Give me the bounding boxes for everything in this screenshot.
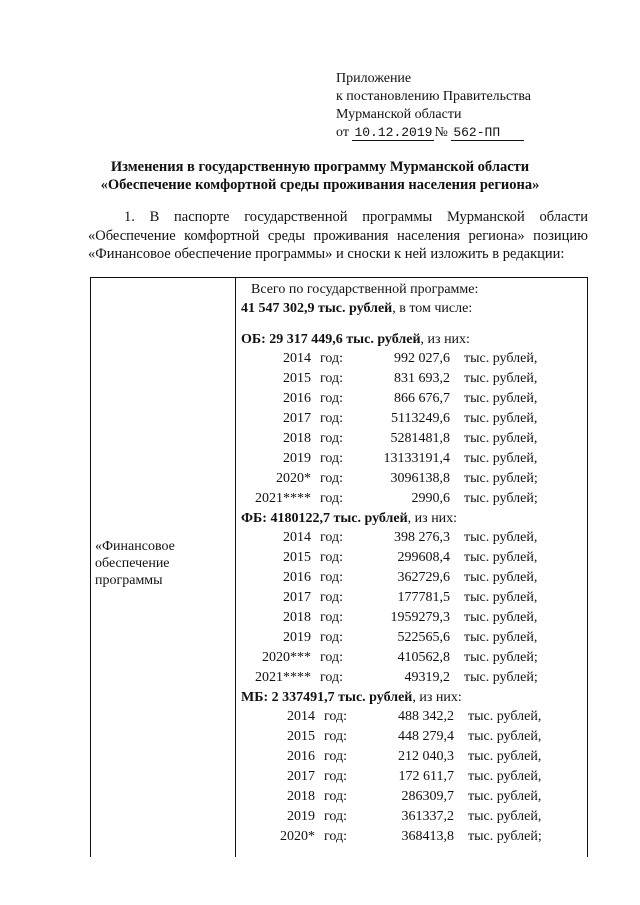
year-cell: 2019 (283, 451, 311, 466)
ob-label: ОБ: 29 317 449,6 тыс. рублей (241, 332, 421, 347)
ob-suffix: , из них: (420, 332, 470, 347)
annex-from-label: от (336, 125, 349, 140)
year-word: год: (320, 610, 344, 625)
unit-cell: тыс. рублей, (464, 550, 538, 565)
ob-year-row (241, 369, 586, 389)
year-word: год: (324, 789, 348, 804)
ob-rows (241, 349, 586, 509)
mb-rows (241, 707, 586, 847)
year-cell: 2014 (283, 351, 311, 366)
year-word: год: (324, 809, 348, 824)
ob-year-row (241, 489, 586, 509)
annex-title: Приложение (336, 71, 412, 86)
year-cell: 2016 (283, 391, 311, 406)
year-cell: 2014 (287, 709, 315, 724)
ob-year-row (241, 469, 586, 489)
year-word: год: (320, 391, 344, 406)
year-cell: 2021**** (255, 670, 311, 685)
year-cell: 2015 (283, 371, 311, 386)
unit-cell: тыс. рублей, (464, 351, 538, 366)
annex-region: Мурманской области (336, 107, 462, 122)
unit-cell: тыс. рублей; (464, 471, 538, 486)
mb-year-row (241, 807, 586, 827)
mb-year-row (241, 787, 586, 807)
amount-cell: 362729,6 (397, 570, 450, 585)
mb-year-row (241, 727, 586, 747)
fb-year-row (241, 588, 586, 608)
amount-cell: 286309,7 (401, 789, 454, 804)
year-word: год: (320, 411, 344, 426)
document-heading (60, 158, 580, 194)
unit-cell: тыс. рублей, (464, 630, 538, 645)
year-word: год: (320, 530, 344, 545)
amount-cell: 5113249,6 (391, 411, 450, 426)
unit-cell: тыс. рублей; (464, 670, 538, 685)
unit-cell: тыс. рублей, (464, 610, 538, 625)
year-word: год: (324, 729, 348, 744)
year-word: год: (320, 570, 344, 585)
year-cell: 2021**** (255, 491, 311, 506)
fb-year-row (241, 608, 586, 628)
unit-cell: тыс. рублей, (464, 411, 538, 426)
amount-cell: 49319,2 (404, 670, 450, 685)
table-left-cell: «Финансовое обеспечение программы (95, 539, 175, 588)
year-word: год: (320, 630, 344, 645)
fb-heading (241, 509, 586, 528)
total-value: 41 547 302,9 тыс. рублей (241, 301, 393, 316)
year-word: год: (320, 650, 344, 665)
mb-year-row (241, 767, 586, 787)
table-right-cell (241, 280, 586, 847)
intro-paragraph (88, 208, 588, 264)
fb-suffix: , из них: (407, 511, 458, 526)
year-word: год: (320, 590, 344, 605)
finance-table (90, 277, 588, 857)
fb-year-row (241, 648, 586, 668)
year-cell: 2020*** (262, 650, 311, 665)
annex-decree: к постановлению Правительства (336, 89, 532, 104)
year-cell: 2017 (283, 411, 311, 426)
year-cell: 2018 (283, 431, 311, 446)
unit-cell: тыс. рублей, (468, 749, 542, 764)
amount-cell: 1959279,3 (390, 610, 450, 625)
year-word: год: (320, 371, 344, 386)
annex-date-line (336, 124, 531, 142)
mb-year-row (241, 827, 586, 847)
unit-cell: тыс. рублей, (468, 729, 542, 744)
amount-cell: 368413,8 (401, 829, 454, 844)
fb-year-row (241, 668, 586, 688)
unit-cell: тыс. рублей, (464, 431, 538, 446)
unit-cell: тыс. рублей, (468, 789, 542, 804)
table-column-divider (235, 278, 236, 857)
year-cell: 2015 (283, 550, 311, 565)
fb-year-row (241, 568, 586, 588)
ob-heading (241, 330, 586, 349)
mb-heading (241, 688, 586, 707)
amount-cell: 448 279,4 (398, 729, 454, 744)
annex-block (336, 70, 531, 142)
annex-number: 562-ПП (451, 125, 524, 141)
amount-cell: 2990,6 (411, 491, 450, 506)
year-cell: 2018 (287, 789, 315, 804)
year-word: год: (324, 749, 348, 764)
year-cell: 2017 (287, 769, 315, 784)
total-suffix: , в том числе: (392, 301, 473, 316)
year-cell: 2016 (283, 570, 311, 585)
total-line (241, 299, 586, 318)
year-cell: 2016 (287, 749, 315, 764)
year-cell: 2020* (280, 829, 315, 844)
ob-year-row (241, 409, 586, 429)
amount-cell: 299608,4 (397, 550, 450, 565)
year-cell: 2020* (276, 471, 311, 486)
amount-cell: 172 611,7 (398, 769, 454, 784)
mb-suffix: , из них: (412, 690, 462, 705)
unit-cell: тыс. рублей, (464, 590, 538, 605)
total-label: Всего по государственной программе: (251, 282, 479, 297)
fb-year-row (241, 528, 586, 548)
year-word: год: (324, 709, 348, 724)
year-word: год: (320, 431, 344, 446)
year-cell: 2017 (283, 590, 311, 605)
year-word: год: (320, 670, 344, 685)
fb-label: ФБ: 4180122,7 тыс. рублей (241, 511, 408, 526)
amount-cell: 992 027,6 (394, 351, 450, 366)
unit-cell: тыс. рублей, (468, 809, 542, 824)
amount-cell: 410562,8 (397, 650, 450, 665)
year-cell: 2015 (287, 729, 315, 744)
spacer (241, 318, 586, 330)
amount-cell: 5281481,8 (390, 431, 450, 446)
year-word: год: (324, 769, 348, 784)
mb-label: МБ: 2 337491,7 тыс. рублей (241, 690, 413, 705)
amount-cell: 488 342,2 (398, 709, 454, 724)
mb-year-row (241, 707, 586, 727)
amount-cell: 831 693,2 (394, 371, 450, 386)
year-word: год: (320, 451, 344, 466)
ob-year-row (241, 389, 586, 409)
unit-cell: тыс. рублей, (468, 769, 542, 784)
unit-cell: тыс. рублей, (468, 709, 542, 724)
amount-cell: 398 276,3 (394, 530, 450, 545)
fb-year-row (241, 548, 586, 568)
unit-cell: тыс. рублей, (464, 570, 538, 585)
ob-year-row (241, 349, 586, 369)
amount-cell: 522565,6 (397, 630, 450, 645)
amount-cell: 866 676,7 (394, 391, 450, 406)
year-word: год: (320, 471, 344, 486)
unit-cell: тыс. рублей, (464, 530, 538, 545)
unit-cell: тыс. рублей, (464, 451, 538, 466)
heading-line-1: Изменения в государственную программу Мурманской области (110, 159, 530, 175)
unit-cell: тыс. рублей, (464, 391, 538, 406)
fb-year-row (241, 628, 586, 648)
ob-year-row (241, 429, 586, 449)
amount-cell: 177781,5 (397, 590, 450, 605)
year-cell: 2019 (283, 630, 311, 645)
year-word: год: (320, 550, 344, 565)
amount-cell: 13133191,4 (383, 451, 450, 466)
heading-line-2: «Обеспечение комфортной среды проживания населения региона» (100, 177, 540, 193)
year-cell: 2019 (287, 809, 315, 824)
year-word: год: (324, 829, 348, 844)
annex-number-sign: № (434, 125, 448, 140)
unit-cell: тыс. рублей; (464, 491, 538, 506)
amount-cell: 3096138,8 (390, 471, 450, 486)
fb-rows (241, 528, 586, 688)
ob-year-row (241, 449, 586, 469)
mb-year-row (241, 747, 586, 767)
year-word: год: (320, 491, 344, 506)
year-cell: 2014 (283, 530, 311, 545)
unit-cell: тыс. рублей; (464, 650, 538, 665)
year-word: год: (320, 351, 344, 366)
intro-text: 1. В паспорте государственной программы Мурманской области «Обеспечение комфортной среды проживания населения региона» позицию «Финансовое обеспечение программы» и сноски к ней изложить в редакции: (88, 209, 588, 262)
annex-date: 10.12.2019 (354, 125, 433, 140)
unit-cell: тыс. рублей; (468, 829, 542, 844)
unit-cell: тыс. рублей, (464, 371, 538, 386)
year-cell: 2018 (283, 610, 311, 625)
amount-cell: 212 040,3 (398, 749, 454, 764)
amount-cell: 361337,2 (401, 809, 454, 824)
